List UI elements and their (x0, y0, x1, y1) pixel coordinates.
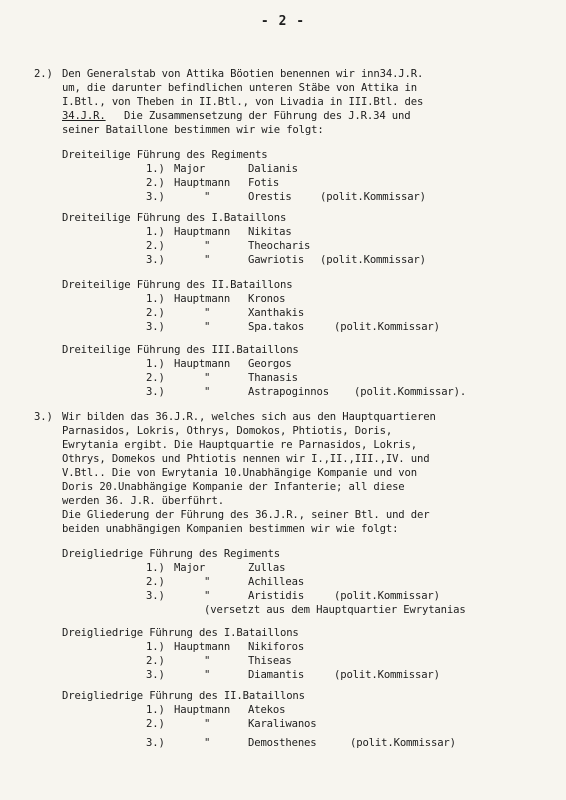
row-note: (polit.Kommissar) (334, 321, 440, 333)
row-note: (polit.Kommissar) (334, 590, 440, 602)
row-name: Orestis (248, 191, 292, 203)
row-rank: " (204, 669, 211, 681)
section-2-line: seiner Bataillone bestimmen wir wie folgt: (62, 124, 324, 136)
row-rank: " (204, 576, 211, 588)
row-number: 1.) (146, 293, 165, 305)
row-rank: " (204, 590, 211, 602)
row-rank: Hauptmann (174, 358, 231, 370)
row-name: Demosthenes (248, 737, 317, 749)
section-3-line: V.Btl.. Die von Ewrytania 10.Unabhängige Kompanie und von (62, 467, 417, 479)
row-name: Gawriotis (248, 254, 305, 266)
section-2-line: I.Btl., von Theben in II.Btl., von Livadia in III.Btl. des (62, 96, 424, 108)
row-number: 1.) (146, 704, 165, 716)
row-note: (polit.Kommissar) (350, 737, 456, 749)
row-name: Fotis (248, 177, 280, 189)
row-name: Nikiforos (248, 641, 305, 653)
section-3-line: werden 36. J.R. überführt. (62, 495, 224, 507)
row-number: 1.) (146, 163, 165, 175)
command-group-heading: Dreigliedrige Führung des II.Bataillons (62, 690, 305, 702)
row-name: Zullas (248, 562, 286, 574)
section-2-number: 2.) (34, 68, 53, 80)
section-3-line: Wir bilden das 36.J.R., welches sich aus den Hauptquartieren (62, 411, 436, 423)
section-3-line: Othrys, Domekos und Phtiotis nennen wir I.,II.,III.,IV. und (62, 453, 430, 465)
section-2-line: Den Generalstab von Attika Böotien benennen wir inn34.J.R. (62, 68, 424, 80)
row-note: (polit.Kommissar). (354, 386, 467, 398)
section-3-line: Die Gliederung der Führung des 36.J.R., seiner Btl. und der (62, 509, 430, 521)
row-rank: " (204, 307, 211, 319)
row-rank: Major (174, 163, 206, 175)
row-number: 1.) (146, 641, 165, 653)
row-number: 2.) (146, 718, 165, 730)
row-number: 3.) (146, 590, 165, 602)
row-number: 3.) (146, 386, 165, 398)
row-number: 1.) (146, 226, 165, 238)
row-name: Astrapoginnos (248, 386, 329, 398)
transfer-note: (versetzt aus dem Hauptquartier Ewrytanias (204, 604, 466, 616)
section-3-line: beiden unabhängigen Kompanien bestimmen wir wie folgt: (62, 523, 399, 535)
row-name: Aristidis (248, 590, 305, 602)
row-number: 3.) (146, 669, 165, 681)
row-rank: " (204, 254, 211, 266)
row-rank: " (204, 386, 211, 398)
row-number: 3.) (146, 737, 165, 749)
command-group-heading: Dreiteilige Führung des I.Bataillons (62, 212, 287, 224)
row-rank: " (204, 655, 211, 667)
row-number: 1.) (146, 562, 165, 574)
row-rank: " (204, 191, 211, 203)
command-group-heading: Dreigliedrige Führung des I.Bataillons (62, 627, 299, 639)
row-name: Kronos (248, 293, 286, 305)
row-rank: Hauptmann (174, 293, 231, 305)
row-name: Thiseas (248, 655, 292, 667)
row-rank: " (204, 718, 211, 730)
row-number: 2.) (146, 372, 165, 384)
row-note: (polit.Kommissar) (334, 669, 440, 681)
section-3-line: Ewrytania ergibt. Die Hauptquartie re Parnasidos, Lokris, (62, 439, 417, 451)
row-rank: Hauptmann (174, 177, 231, 189)
row-rank: Hauptmann (174, 641, 231, 653)
row-name: Dalianis (248, 163, 298, 175)
row-number: 2.) (146, 307, 165, 319)
command-group-heading: Dreigliedrige Führung des Regiments (62, 548, 280, 560)
row-rank: " (204, 240, 211, 252)
command-group-heading: Dreiteilige Führung des III.Bataillons (62, 344, 299, 356)
row-name: Karaliwanos (248, 718, 317, 730)
row-rank: " (204, 321, 211, 333)
row-note: (polit.Kommissar) (320, 191, 426, 203)
row-number: 2.) (146, 576, 165, 588)
command-group-heading: Dreiteilige Führung des Regiments (62, 149, 268, 161)
row-rank: Hauptmann (174, 226, 231, 238)
row-number: 2.) (146, 240, 165, 252)
section-2-line: um, die darunter befindlichen unteren Stäbe von Attika in (62, 82, 417, 94)
row-name: Diamantis (248, 669, 305, 681)
row-name: Theocharis (248, 240, 311, 252)
row-name: Georgos (248, 358, 292, 370)
row-name: Xanthakis (248, 307, 305, 319)
row-rank: " (204, 737, 211, 749)
row-name: Spa.takos (248, 321, 305, 333)
section-3-line: Parnasidos, Lokris, Othrys, Domokos, Phtiotis, Doris, (62, 425, 393, 437)
row-name: Nikitas (248, 226, 292, 238)
row-rank: Major (174, 562, 206, 574)
row-rank: " (204, 372, 211, 384)
row-number: 2.) (146, 177, 165, 189)
row-number: 3.) (146, 191, 165, 203)
row-number: 1.) (146, 358, 165, 370)
row-rank: Hauptmann (174, 704, 231, 716)
row-number: 2.) (146, 655, 165, 667)
row-number: 3.) (146, 321, 165, 333)
command-group-heading: Dreiteilige Führung des II.Bataillons (62, 279, 293, 291)
section-3-number: 3.) (34, 411, 53, 423)
page-number: - 2 - (260, 14, 306, 29)
row-name: Atekos (248, 704, 286, 716)
row-note: (polit.Kommissar) (320, 254, 426, 266)
section-2-underlined-term: 34.J.R. (62, 110, 106, 122)
row-name: Thanasis (248, 372, 298, 384)
row-number: 3.) (146, 254, 165, 266)
section-3-line: Doris 20.Unabhängige Kompanie der Infanterie; all diese (62, 481, 405, 493)
row-name: Achilleas (248, 576, 305, 588)
section-2-line: Die Zusammensetzung der Führung des J.R.34 und (124, 110, 411, 122)
